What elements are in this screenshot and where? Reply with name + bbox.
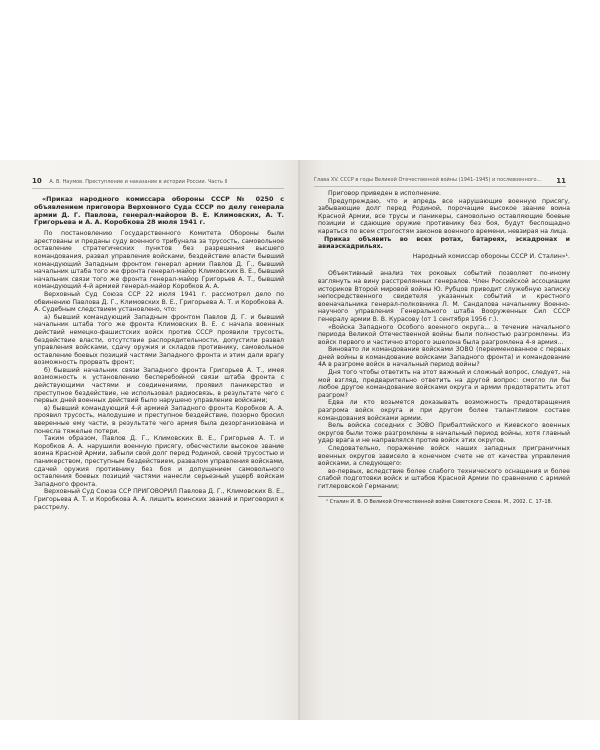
signature-line: Народный комиссар обороны СССР И. Сталин»¹. <box>412 252 570 260</box>
right-running-head-text: Глава XV. СССР в годы Великой Отечественной войны (1941–1945) и послевоенного... <box>314 177 542 183</box>
paragraph: а) бывший командующий Западным фронтом Павлов Д. Г. и бывший начальник штаба того же фронта Климовских В. Е. с начала военных действий немецко-фашистских войск против СССР проявили трусость, бездействие власти, отсутствие распорядительности, допустили развал управления войсками, сдачу оружия и складов противнику, самовольное оставление боевых позиций частями Западного фронта и этим дали врагу возможность прорвать фронт; <box>34 313 284 367</box>
left-page <box>0 160 300 720</box>
right-page-number: 11 <box>556 177 566 185</box>
paragraph: «Войска Западного Особого военного округа... в течение начального периода Великой Отечественной войны были полностью разгромлены. Из войск первого и частично второго эшелона была разгромлена 4-я армия... <box>318 323 570 346</box>
quote-paragraph: Предупреждаю, что и впредь все нарушающие военную присягу, забывающие долг перед Родиной, порочащие высокое звание воина Красной Армии, все трусы и паникеры, самовольно оставляющие боевые позиции и сдающие оружие противнику без боя, будут беспощадно караться по всем строгостям законов военного времени, невзирая на лица. <box>318 197 570 235</box>
footnote: ¹ Сталин И. В. О Великой Отечественной войне Советского Союза. М., 2002. С. 17–18. <box>326 498 553 505</box>
paragraph: во-первых, вследствие более слабого технического оснащения и более слабой подготовки войск и штабов Красной Армии по сравнению с армией гитлеровской Германии; <box>318 467 570 490</box>
paragraph: Вель войска соседних с ЗОВО Прибалтийского и Киевского военных округов были тоже разгромлены в начальный период войны, хотя главный удар врага и не направлялся против войск этих округов. <box>318 422 570 445</box>
quote-paragraph: Приговор приведен в исполнение. <box>328 190 442 197</box>
left-running-head <box>32 177 284 189</box>
right-running-head <box>314 177 566 187</box>
paragraph: Едва ли кто возьмется доказывать возможность предотвращения разгрома войск округа и при другом более талантливом составе командования войсками армии. <box>318 399 570 422</box>
order-announcement: Приказ объявить во всех ротах, батареях, эскадронах и авиаэскадрильях. <box>318 235 570 251</box>
paragraph: Верховный Суд Союза ССР 22 июля 1941 г. рассмотрел дело по обвинению Павлова Д. Г., Климовских В. Е., Григорьева А. Т. и Коробкова А. А. Судебным следствием установлено, что: <box>34 290 284 314</box>
footnote-rule <box>318 496 382 497</box>
order-title: «Приказ народного комиссара обороны СССР № 0250 с объявлением приговора Верховного Суда СССР по делу генерала армии Д. Г. Павлова, генерал-майоров В. Е. Климовских, А. Т. Григорьева и А. А. Коробкова 28 июля 1941 г. <box>34 195 284 227</box>
paragraph: Дня того чтобы ответить на этот важный и сложный вопрос, следует, на мой взгляд, предварительно ответить на другой вопрос: смогло ли бы любое другое командование войсками округа и армии предотвратить этот разгром? <box>318 369 570 399</box>
paragraph: Верховный Суд Союза ССР ПРИГОВОРИЛ Павлова Д. Г., Климовских В. Е., Григорьева А. Т. и Коробкова А. А. лишить воинских званий и приговорил к расстрелу. <box>34 488 284 511</box>
paragraph: По постановлению Государственного Комитета Обороны были арестованы и преданы суду военного трибунала за трусость, самовольное оставление стратегических пунктов без разрешения высшего командования, развал управления войсками, бездействие власти бывший командующий Западным фронтом генерал армии Павлов Д. Г., бывший начальник штаба того же фронта генерал-майор Климовских В. Е., бывший начальник связи того же фронта генерал-майор Григорьев А. Т., бывший командующий 4-й армией генерал-майор Коробков А. А. <box>34 230 284 291</box>
paragraph: Следовательно, поражение войск наших западных приграничных военных округов зависело в конечном счете не от качества управления войсками, а следующего: <box>318 445 570 468</box>
left-body <box>34 196 284 511</box>
right-body <box>318 190 570 505</box>
right-page <box>300 160 600 720</box>
paragraph: Виновато ли командование войсками ЗОВО (переименованное с первых дней войны в командование войсками Западного фронта) и командование 4А в разгроме войск в начальный период войны? <box>318 346 570 369</box>
paragraph: в) бывший командующий 4-й армией Западного фронта Коробков А. А. проявил трусость, малодушие и преступное бездействие, позорно бросил вверенные ему части, в результате чего армия была дезорганизована и понесла тяжелые потери. <box>34 404 284 435</box>
paragraph: б) бывший начальник связи Западного фронта Григорьев А. Т., имея возможность к установлению бесперебойной связи штаба фронта с действующими частями и соединениями, проявил паникерство и преступное бездействие, не использовал радиосвязь, в результате чего с первых дней военных действий было нарушено управление войсками; <box>34 366 284 405</box>
left-page-number: 10 <box>32 177 42 185</box>
left-running-head-text: А. В. Наумов. Преступление и наказание в истории России. Часть II <box>49 179 228 185</box>
book-spread <box>0 160 600 720</box>
paragraph: Таким образом, Павлов Д. Г., Климовских В. Е., Григорьев А. Т. и Коробков А. А. нарушили военную присягу, обесчестили высокое звание воина Красной Армии, забыли свой долг перед Родиной, своей трусостью и паникерством, преступным бездействием, развалом управления войсками, сдачей оружия противнику без боя и допущением самовольного оставления боевых позиций частями нанесли серьезный ущерб войскам Западного фронта. <box>34 435 284 488</box>
paragraph: Объективный анализ тех роковых событий позволяет по-иному взглянуть на вину расстрелянных генералов. Член Российской ассоциации историков Второй мировой войны Ю. Рубцов приводит служебную записку непосредственного свидетеля указанных событий и крестного военачальника генерал-полковника Л. М. Сандалова начальнику Военно-научного управления Генерального штаба Вооруженных Сил СССР генералу армии В. В. Курасову (от 1 сентября 1956 г.). <box>318 270 570 323</box>
